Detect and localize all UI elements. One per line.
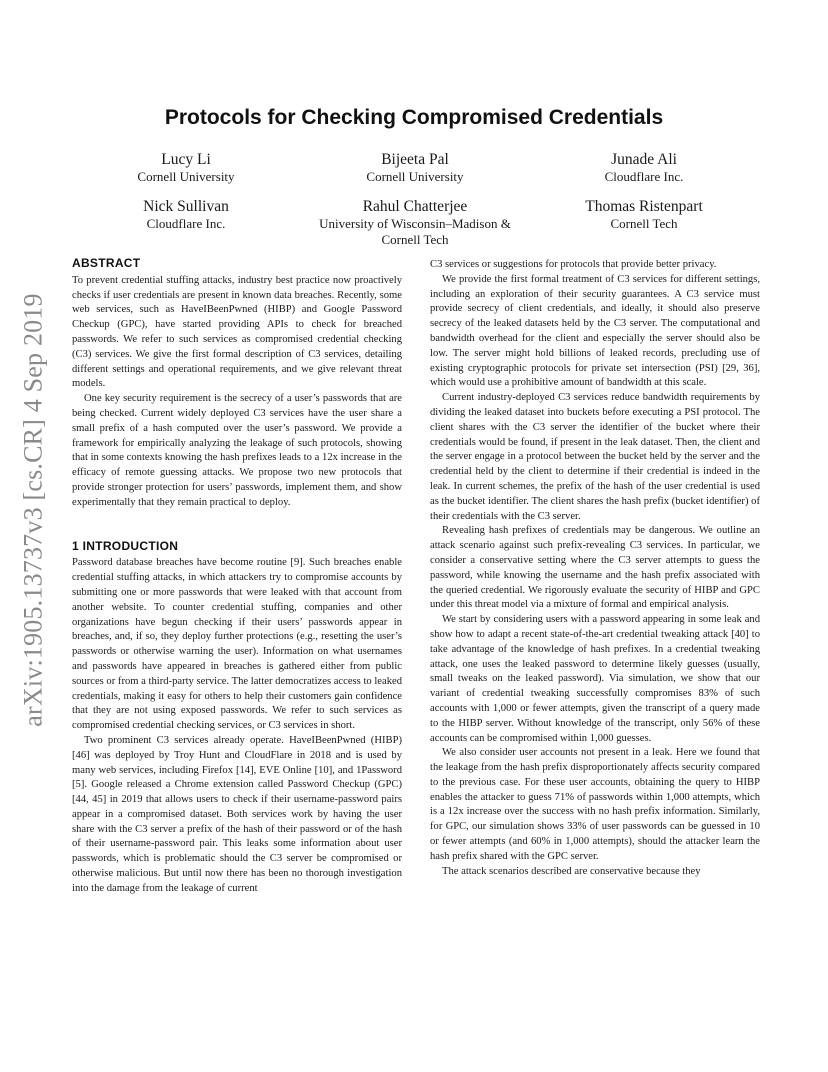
body-paragraph: We start by considering users with a password appearing in some leak and show how to adapt a recent state-of-the-art credential tweaking attack [40] to take advantage of the knowledge of hash prefixes. In a credential tweaking attack, one uses the leaked password to determine likely guesses (usually, small tweaks on the leaked password). Via simulation, we show that our variant of credential tweaking successfully compromises 83% of such accounts with 1,000 or fewer attempts, given the transcript of a query made to the HIBP server. Without knowledge of the transcript, only 56% of these accounts can be compromised within 1,000 guesses. [430, 614, 760, 744]
arxiv-id: arXiv:1905.13737v3 [cs.CR] 4 Sep 2019 [19, 293, 49, 727]
body-paragraph: The attack scenarios described are conservative because they [442, 865, 701, 877]
author-name: Nick Sullivan [143, 198, 229, 215]
author [530, 150, 758, 185]
author-affiliation: Cornell Tech [610, 216, 678, 231]
abstract-paragraph: One key security requirement is the secrecy of a user’s passwords that are being checked. Current widely deployed C3 services have the user share a small prefix of a hash computed over the user’s password. We provide a framework for empirically analyzing the leakage of such protocols, showing that in some contexts knowing the hash prefixes leads to a 12x increase in the efficacy of remote guessing attacks. We propose two new protocols that provide stronger protection for users’ passwords, implement them, and show experimentally that they remain practical to deploy. [72, 393, 402, 508]
author-name: Rahul Chatterjee [362, 198, 468, 215]
author [530, 197, 758, 248]
body-paragraph: Revealing hash prefixes of credentials may be dangerous. We outline an attack scenario against such prefix-revealing C3 services. In particular, we consider a conservative setting where the C3 server attempts to guess the password, while knowing the username and the hash prefix associated with the queried credential. We rigorously evaluate the security of HIBP and GPC under this threat model via a mixture of formal and empirical analysis. [430, 525, 760, 611]
author-name: Lucy Li [161, 151, 211, 168]
author-name: Junade Ali [611, 151, 677, 168]
body-paragraph: Password database breaches have become routine [9]. Such breaches enable credential stuffing attacks, in which attackers try to compromise accounts by submitting one or more passwords that were leaked with that account from another website. To counter credential stuffing, companies and other organizations have begun checking if their users’ passwords appear in breaches, and, if so, they deploy further protections (e.g., resetting the user’s passwords or otherwise warning the user). Information on what usernames and passwords have appeared in breaches is gathered either from public sources or from a third-party service. The latter democratizes access to leaked credentials, making it easy for others to help their customers gain confidence that they are not using exposed passwords. We refer to such services as compromised credential checking services, or C3 services in short. [72, 557, 402, 732]
arxiv-sidebar-stamp [14, 290, 54, 730]
author-row [72, 150, 758, 185]
author-affiliation: Cloudflare Inc. [146, 216, 226, 231]
author [72, 197, 300, 248]
body-paragraph: Current industry-deployed C3 services reduce bandwidth requirements by dividing the leaked dataset into buckets before executing a PSI protocol. The client shares with the C3 server the identifier of the bucket where their credentials would be found, if present in the leak dataset. Then, the client and the server engage in a protocol between the bucket held by the server and the credential held by the client to determine if their credential is indeed in the leak. In current schemes, the prefix of the hash of the user credential is used as the bucket identifier. The client shares the hash prefix (bucket identifier) of their credentials with the C3 server. [430, 392, 760, 522]
left-column [72, 256, 402, 897]
author-block [72, 150, 758, 260]
abstract-heading: ABSTRACT [72, 256, 141, 270]
right-column [430, 258, 760, 879]
author-affiliation: Cornell University [137, 169, 235, 184]
body-paragraph: Two prominent C3 services already operate. HaveIBeenPwned (HIBP) [46] was deployed by Troy Hunt and CloudFlare in 2018 and is used by many web services, including Firefox [14], EVE Online [10], and 1Password [5]. Google released a Chrome extension called Password Checkup (GPC) [44, 45] in 2019 that allows users to check if their username-password pairs appear in a compromised dataset. Both services work by having the user share with the C3 server a prefix of the hash of their password or of the hash of their username-password pair. This leaks some information about user passwords, which is problematic should the C3 server be compromised or otherwise malicious. But until now there has been no thorough investigation into the damage from the leakage of current [72, 734, 402, 894]
body-paragraph: C3 services or suggestions for protocols that provide better privacy. [430, 259, 717, 270]
section-spacer [72, 511, 402, 539]
author-name: Bijeeta Pal [381, 151, 449, 168]
paper-title: Protocols for Checking Compromised Credentials [164, 106, 664, 129]
abstract-paragraph: To prevent credential stuffing attacks, industry best practice now proactively checks if user credentials are present in known data breaches. Recently, some web services, such as HaveIBeenPwned (HIBP) and Google Password Checkup (GPC), have started providing APIs to check for breached passwords. We refer to such services as compromised credential checking (C3) services. We give the first formal description of C3 services, detailing different settings and operational requirements, and we give relevant threat models. [72, 274, 402, 390]
author-affiliation: Cornell University [366, 169, 464, 184]
author-row [72, 197, 758, 248]
author-affiliation: University of Wisconsin–Madison & Cornell Tech [319, 216, 511, 247]
author-name: Thomas Ristenpart [585, 198, 703, 215]
author [301, 197, 529, 248]
author-affiliation: Cloudflare Inc. [604, 169, 684, 184]
body-paragraph: We also consider user accounts not present in a leak. Here we found that the leakage from the hash prefix disproportionately affects security compared to the previous case. For these user accounts, obtaining the query to HIBP enables the attacker to guess 71% of passwords within 1,000 attempts, which is a 12x increase over the success with no hash prefix information. Similarly, for GPC, our simulation shows 33% of user passwords can be guessed in 10 or fewer attempts (and 60% in 1,000 attempts), should the attacker learn the hash prefix shared with the GPC server. [430, 747, 760, 862]
author [72, 150, 300, 185]
author [301, 150, 529, 185]
introduction-heading: 1 INTRODUCTION [72, 538, 179, 553]
body-paragraph: We provide the first formal treatment of C3 services for different settings, including an exploration of their security guarantees. A C3 service must provide secrecy of client credentials, and ideally, it should also preserve secrecy of the leaked datasets held by the C3 server. The computational and bandwidth overhead for the client and especially the server should also be low. The server might hold billions of leaked records, precluding use of existing cryptographic protocols for private set intersection (PSI) [29, 36], which would use a prohibitive amount of bandwidth at this scale. [430, 273, 760, 389]
